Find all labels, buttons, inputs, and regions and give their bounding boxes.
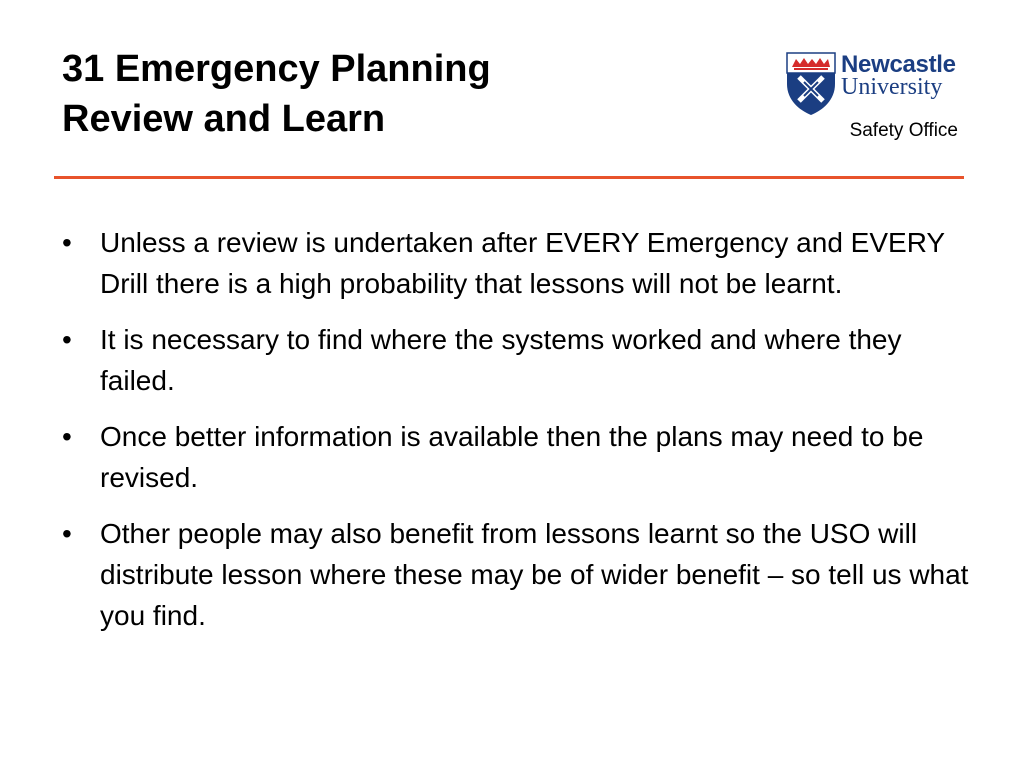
bullet-icon: • — [62, 227, 72, 258]
wordmark-line-1: Newcastle — [841, 51, 956, 78]
bullet-icon: • — [62, 421, 72, 452]
list-item — [60, 513, 970, 636]
bullet-list — [60, 222, 970, 651]
slide-title — [62, 44, 491, 144]
slide-title-line-1: 31 Emergency Planning — [62, 48, 491, 90]
bullet-text: It is necessary to find where the systems worked and where they failed. — [100, 324, 902, 396]
department-label: Safety Office — [849, 120, 958, 141]
header-divider — [54, 176, 964, 179]
wordmark-line-2: University — [841, 74, 943, 100]
bullet-icon: • — [62, 324, 72, 355]
list-item — [60, 416, 970, 498]
university-logo — [786, 52, 972, 116]
list-item — [60, 222, 970, 304]
bullet-icon: • — [62, 518, 72, 549]
slide-title-line-2: Review and Learn — [62, 98, 386, 140]
bullet-text: Other people may also benefit from lessons learnt so the USO will distribute lesson where these may be of wider benefit – so tell us what you find. — [100, 518, 969, 631]
bullet-text: Once better information is available then the plans may need to be revised. — [100, 421, 924, 493]
university-crest-icon — [786, 52, 836, 116]
university-wordmark — [841, 53, 956, 99]
list-item — [60, 319, 970, 401]
bullet-text: Unless a review is undertaken after EVERY Emergency and EVERY Drill there is a high probability that lessons will not be learnt. — [100, 227, 945, 299]
